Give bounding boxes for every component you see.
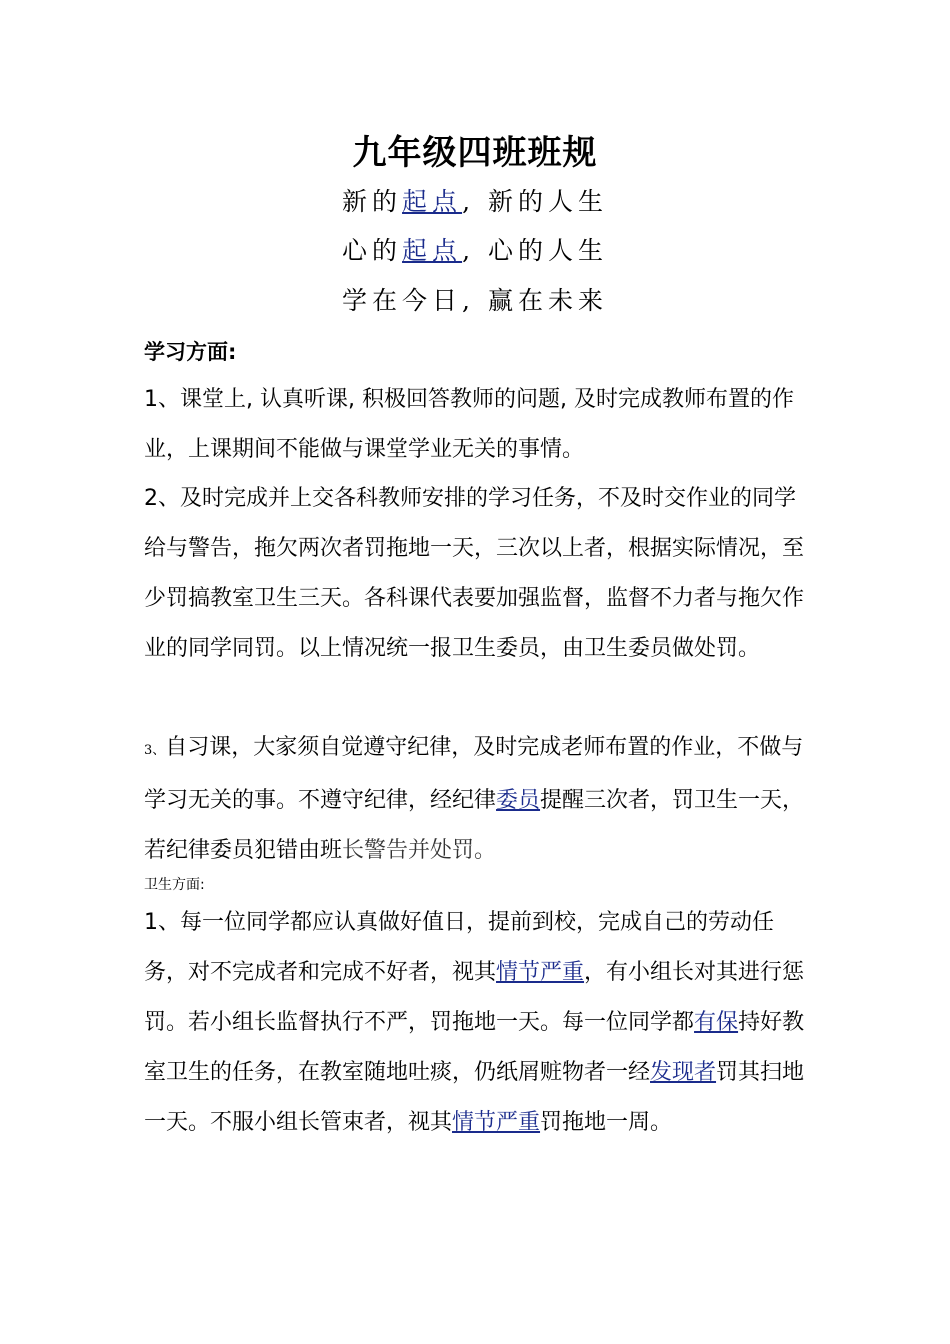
motto-text: 新的 [342,187,403,216]
rule-number: 3、 [144,743,166,758]
motto-text: , 心的人生 [462,236,608,265]
rule-text: 提醒三次者，罚卫生一天，若纪律委员犯错由班 [144,788,805,863]
link-qingjie-yanzhong-2[interactable]: 情节严重 [452,1110,541,1135]
link-weiyuan[interactable]: 委员 [496,788,541,813]
link-faxianzhe[interactable]: 发现者 [650,1060,717,1085]
rule-text-tail: 长警告并处罚。 [342,838,497,863]
motto-link-qidian-2[interactable]: 起点 [402,236,463,265]
rule-text: ，有小组长对其进行惩罚。 [144,960,805,1035]
study-rule-3 [144,723,814,876]
hygiene-rule-1 [144,898,814,1148]
motto-text: 心的 [342,236,403,265]
motto-text: , 新的人生 [462,187,608,216]
rule-text-serif: 若 [188,1010,211,1035]
study-rule-1: 1、课堂上, 认真听课, 积极回答教师的问题, 及时完成教师布置的作业，上课期间不能做与课堂学业无关的事情。 [144,387,794,462]
motto-line-1 [0,182,950,218]
motto-line-3: 学在今日, 赢在未来 [342,286,608,315]
study-rule-2: 2、及时完成并上交各科教师安排的学习任务，不及时交作业的同学给与警告，拖欠两次者罚拖地一天，三次以上者，根据实际情况，至少罚搞教室卫生三天。各科课代表要加强监督，监督不力者与拖欠作业的同学同罚。以上情况统一报卫生委员，由卫生委员做处罚。 [144,486,805,661]
rule-text: 自习课，大家须自觉遵守纪律，及时完成老师布置的作业，不做与学习无关的事。不遵守纪律，经纪律 [144,735,804,813]
rule-text: 1、每一位同学都应认真做好值日，提前到校，完成自己的劳动任务，对不完成者和完成不好者，视其 [144,910,774,985]
study-heading [144,336,814,366]
motto-link-qidian-1[interactable]: 起点 [402,187,463,216]
hygiene-heading: 卫生方面: [144,877,205,893]
rule-text: 持好教室卫生的任务，在教室随地吐痰，仍纸屑赃物者一经 [144,1010,805,1085]
link-youbao[interactable]: 有保 [694,1010,739,1035]
rule-text: 罚其扫地一天。不服小组长管束者，视其 [144,1060,805,1135]
motto-line-2 [0,231,950,267]
rule-text: 罚拖地一周。 [540,1110,673,1135]
link-qingjie-yanzhong-1[interactable]: 情节严重 [496,960,585,985]
document-title: 九年级四班班规 [352,133,598,173]
rule-text: 小组长监督执行不严，罚拖地一天。每一位同学都 [210,1010,695,1035]
study-heading-text: 学习方面: [144,340,237,364]
